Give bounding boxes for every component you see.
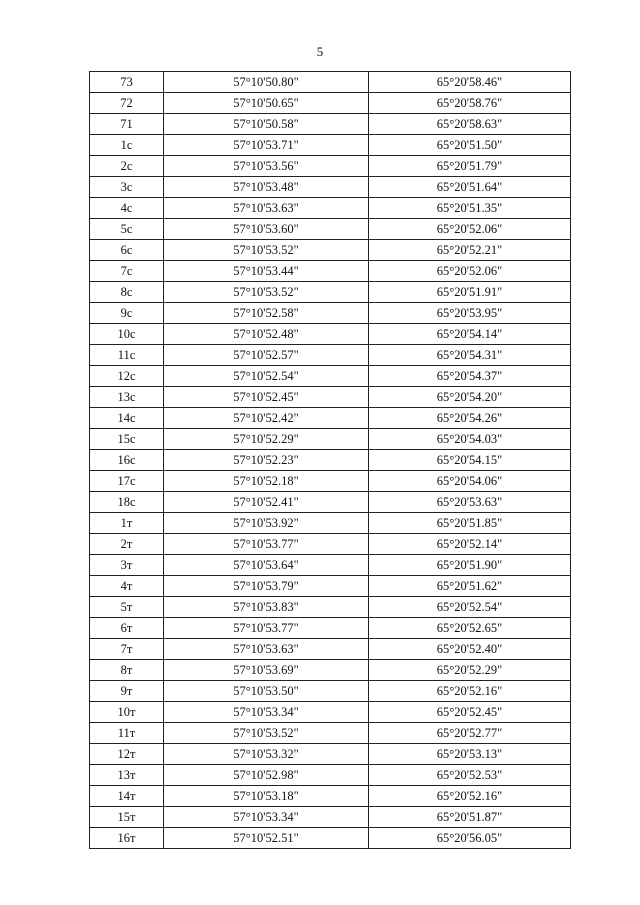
longitude-cell: 65°20'52.40"	[369, 639, 571, 660]
latitude-cell: 57°10'52.23"	[164, 450, 369, 471]
longitude-cell: 65°20'52.21"	[369, 240, 571, 261]
latitude-cell: 57°10'53.34"	[164, 807, 369, 828]
point-cell: 15т	[90, 807, 164, 828]
table-row	[90, 492, 571, 513]
longitude-cell: 65°20'52.53"	[369, 765, 571, 786]
point-cell: 14т	[90, 786, 164, 807]
latitude-cell: 57°10'52.18"	[164, 471, 369, 492]
longitude-cell: 65°20'52.06"	[369, 219, 571, 240]
point-cell: 5с	[90, 219, 164, 240]
longitude-cell: 65°20'52.65"	[369, 618, 571, 639]
point-cell: 3т	[90, 555, 164, 576]
table-row	[90, 555, 571, 576]
table-row	[90, 303, 571, 324]
table-row	[90, 93, 571, 114]
table-row	[90, 450, 571, 471]
latitude-cell: 57°10'52.51"	[164, 828, 369, 849]
latitude-cell: 57°10'53.83"	[164, 597, 369, 618]
latitude-cell: 57°10'53.77"	[164, 618, 369, 639]
longitude-cell: 65°20'58.63"	[369, 114, 571, 135]
latitude-cell: 57°10'52.98"	[164, 765, 369, 786]
point-cell: 4с	[90, 198, 164, 219]
longitude-cell: 65°20'58.46"	[369, 72, 571, 93]
point-cell: 17с	[90, 471, 164, 492]
table-row	[90, 114, 571, 135]
latitude-cell: 57°10'53.79"	[164, 576, 369, 597]
latitude-cell: 57°10'53.63"	[164, 198, 369, 219]
point-cell: 13с	[90, 387, 164, 408]
point-cell: 71	[90, 114, 164, 135]
latitude-cell: 57°10'53.18"	[164, 786, 369, 807]
longitude-cell: 65°20'54.37"	[369, 366, 571, 387]
table-row	[90, 387, 571, 408]
latitude-cell: 57°10'53.52"	[164, 240, 369, 261]
table-row	[90, 282, 571, 303]
point-cell: 8т	[90, 660, 164, 681]
longitude-cell: 65°20'54.20"	[369, 387, 571, 408]
latitude-cell: 57°10'53.44"	[164, 261, 369, 282]
point-cell: 16с	[90, 450, 164, 471]
latitude-cell: 57°10'53.52"	[164, 282, 369, 303]
table-row	[90, 639, 571, 660]
latitude-cell: 57°10'53.50"	[164, 681, 369, 702]
table-row	[90, 681, 571, 702]
longitude-cell: 65°20'53.13"	[369, 744, 571, 765]
latitude-cell: 57°10'53.92"	[164, 513, 369, 534]
latitude-cell: 57°10'50.80"	[164, 72, 369, 93]
longitude-cell: 65°20'52.29"	[369, 660, 571, 681]
latitude-cell: 57°10'53.64"	[164, 555, 369, 576]
point-cell: 10с	[90, 324, 164, 345]
longitude-cell: 65°20'52.45"	[369, 702, 571, 723]
table-row	[90, 786, 571, 807]
table-row	[90, 534, 571, 555]
latitude-cell: 57°10'50.65"	[164, 93, 369, 114]
longitude-cell: 65°20'51.91"	[369, 282, 571, 303]
longitude-cell: 65°20'51.90"	[369, 555, 571, 576]
latitude-cell: 57°10'53.77"	[164, 534, 369, 555]
latitude-cell: 57°10'53.60"	[164, 219, 369, 240]
longitude-cell: 65°20'52.06"	[369, 261, 571, 282]
coordinates-table-body	[90, 72, 571, 849]
longitude-cell: 65°20'53.95"	[369, 303, 571, 324]
latitude-cell: 57°10'53.52"	[164, 723, 369, 744]
point-cell: 9с	[90, 303, 164, 324]
point-cell: 6с	[90, 240, 164, 261]
table-row	[90, 828, 571, 849]
longitude-cell: 65°20'51.85"	[369, 513, 571, 534]
table-row	[90, 198, 571, 219]
point-cell: 6т	[90, 618, 164, 639]
latitude-cell: 57°10'52.42"	[164, 408, 369, 429]
longitude-cell: 65°20'56.05"	[369, 828, 571, 849]
table-row	[90, 702, 571, 723]
table-row	[90, 366, 571, 387]
longitude-cell: 65°20'52.16"	[369, 681, 571, 702]
point-cell: 1т	[90, 513, 164, 534]
point-cell: 73	[90, 72, 164, 93]
point-cell: 10т	[90, 702, 164, 723]
table-row	[90, 408, 571, 429]
table-row	[90, 135, 571, 156]
point-cell: 2т	[90, 534, 164, 555]
longitude-cell: 65°20'51.50"	[369, 135, 571, 156]
latitude-cell: 57°10'52.57"	[164, 345, 369, 366]
table-row	[90, 429, 571, 450]
table-row	[90, 723, 571, 744]
table-row	[90, 744, 571, 765]
longitude-cell: 65°20'52.54"	[369, 597, 571, 618]
table-row	[90, 807, 571, 828]
point-cell: 9т	[90, 681, 164, 702]
table-row	[90, 765, 571, 786]
point-cell: 5т	[90, 597, 164, 618]
latitude-cell: 57°10'53.32"	[164, 744, 369, 765]
table-row	[90, 345, 571, 366]
latitude-cell: 57°10'50.58"	[164, 114, 369, 135]
point-cell: 8с	[90, 282, 164, 303]
point-cell: 7т	[90, 639, 164, 660]
point-cell: 4т	[90, 576, 164, 597]
longitude-cell: 65°20'54.15"	[369, 450, 571, 471]
latitude-cell: 57°10'53.56"	[164, 156, 369, 177]
table-row	[90, 576, 571, 597]
point-cell: 11с	[90, 345, 164, 366]
longitude-cell: 65°20'54.06"	[369, 471, 571, 492]
table-row	[90, 324, 571, 345]
point-cell: 1с	[90, 135, 164, 156]
longitude-cell: 65°20'52.16"	[369, 786, 571, 807]
longitude-cell: 65°20'54.31"	[369, 345, 571, 366]
point-cell: 11т	[90, 723, 164, 744]
point-cell: 2с	[90, 156, 164, 177]
latitude-cell: 57°10'53.48"	[164, 177, 369, 198]
latitude-cell: 57°10'53.63"	[164, 639, 369, 660]
longitude-cell: 65°20'51.62"	[369, 576, 571, 597]
longitude-cell: 65°20'53.63"	[369, 492, 571, 513]
longitude-cell: 65°20'51.79"	[369, 156, 571, 177]
table-row	[90, 240, 571, 261]
latitude-cell: 57°10'52.48"	[164, 324, 369, 345]
table-row	[90, 513, 571, 534]
longitude-cell: 65°20'58.76"	[369, 93, 571, 114]
longitude-cell: 65°20'51.35"	[369, 198, 571, 219]
table-row	[90, 177, 571, 198]
longitude-cell: 65°20'54.03"	[369, 429, 571, 450]
coordinates-table	[89, 71, 571, 849]
latitude-cell: 57°10'52.58"	[164, 303, 369, 324]
latitude-cell: 57°10'53.34"	[164, 702, 369, 723]
latitude-cell: 57°10'53.71"	[164, 135, 369, 156]
longitude-cell: 65°20'51.64"	[369, 177, 571, 198]
latitude-cell: 57°10'52.54"	[164, 366, 369, 387]
longitude-cell: 65°20'52.77"	[369, 723, 571, 744]
point-cell: 7с	[90, 261, 164, 282]
longitude-cell: 65°20'54.14"	[369, 324, 571, 345]
point-cell: 3с	[90, 177, 164, 198]
point-cell: 12т	[90, 744, 164, 765]
page-number: 5	[316, 44, 324, 59]
latitude-cell: 57°10'52.45"	[164, 387, 369, 408]
table-row	[90, 219, 571, 240]
point-cell: 13т	[90, 765, 164, 786]
table-row	[90, 72, 571, 93]
longitude-cell: 65°20'54.26"	[369, 408, 571, 429]
longitude-cell: 65°20'52.14"	[369, 534, 571, 555]
latitude-cell: 57°10'53.69"	[164, 660, 369, 681]
latitude-cell: 57°10'52.29"	[164, 429, 369, 450]
point-cell: 12с	[90, 366, 164, 387]
table-row	[90, 618, 571, 639]
point-cell: 72	[90, 93, 164, 114]
table-row	[90, 660, 571, 681]
table-row	[90, 156, 571, 177]
point-cell: 18с	[90, 492, 164, 513]
table-row	[90, 597, 571, 618]
point-cell: 16т	[90, 828, 164, 849]
longitude-cell: 65°20'51.87"	[369, 807, 571, 828]
table-row	[90, 261, 571, 282]
point-cell: 14с	[90, 408, 164, 429]
latitude-cell: 57°10'52.41"	[164, 492, 369, 513]
table-row	[90, 471, 571, 492]
point-cell: 15с	[90, 429, 164, 450]
